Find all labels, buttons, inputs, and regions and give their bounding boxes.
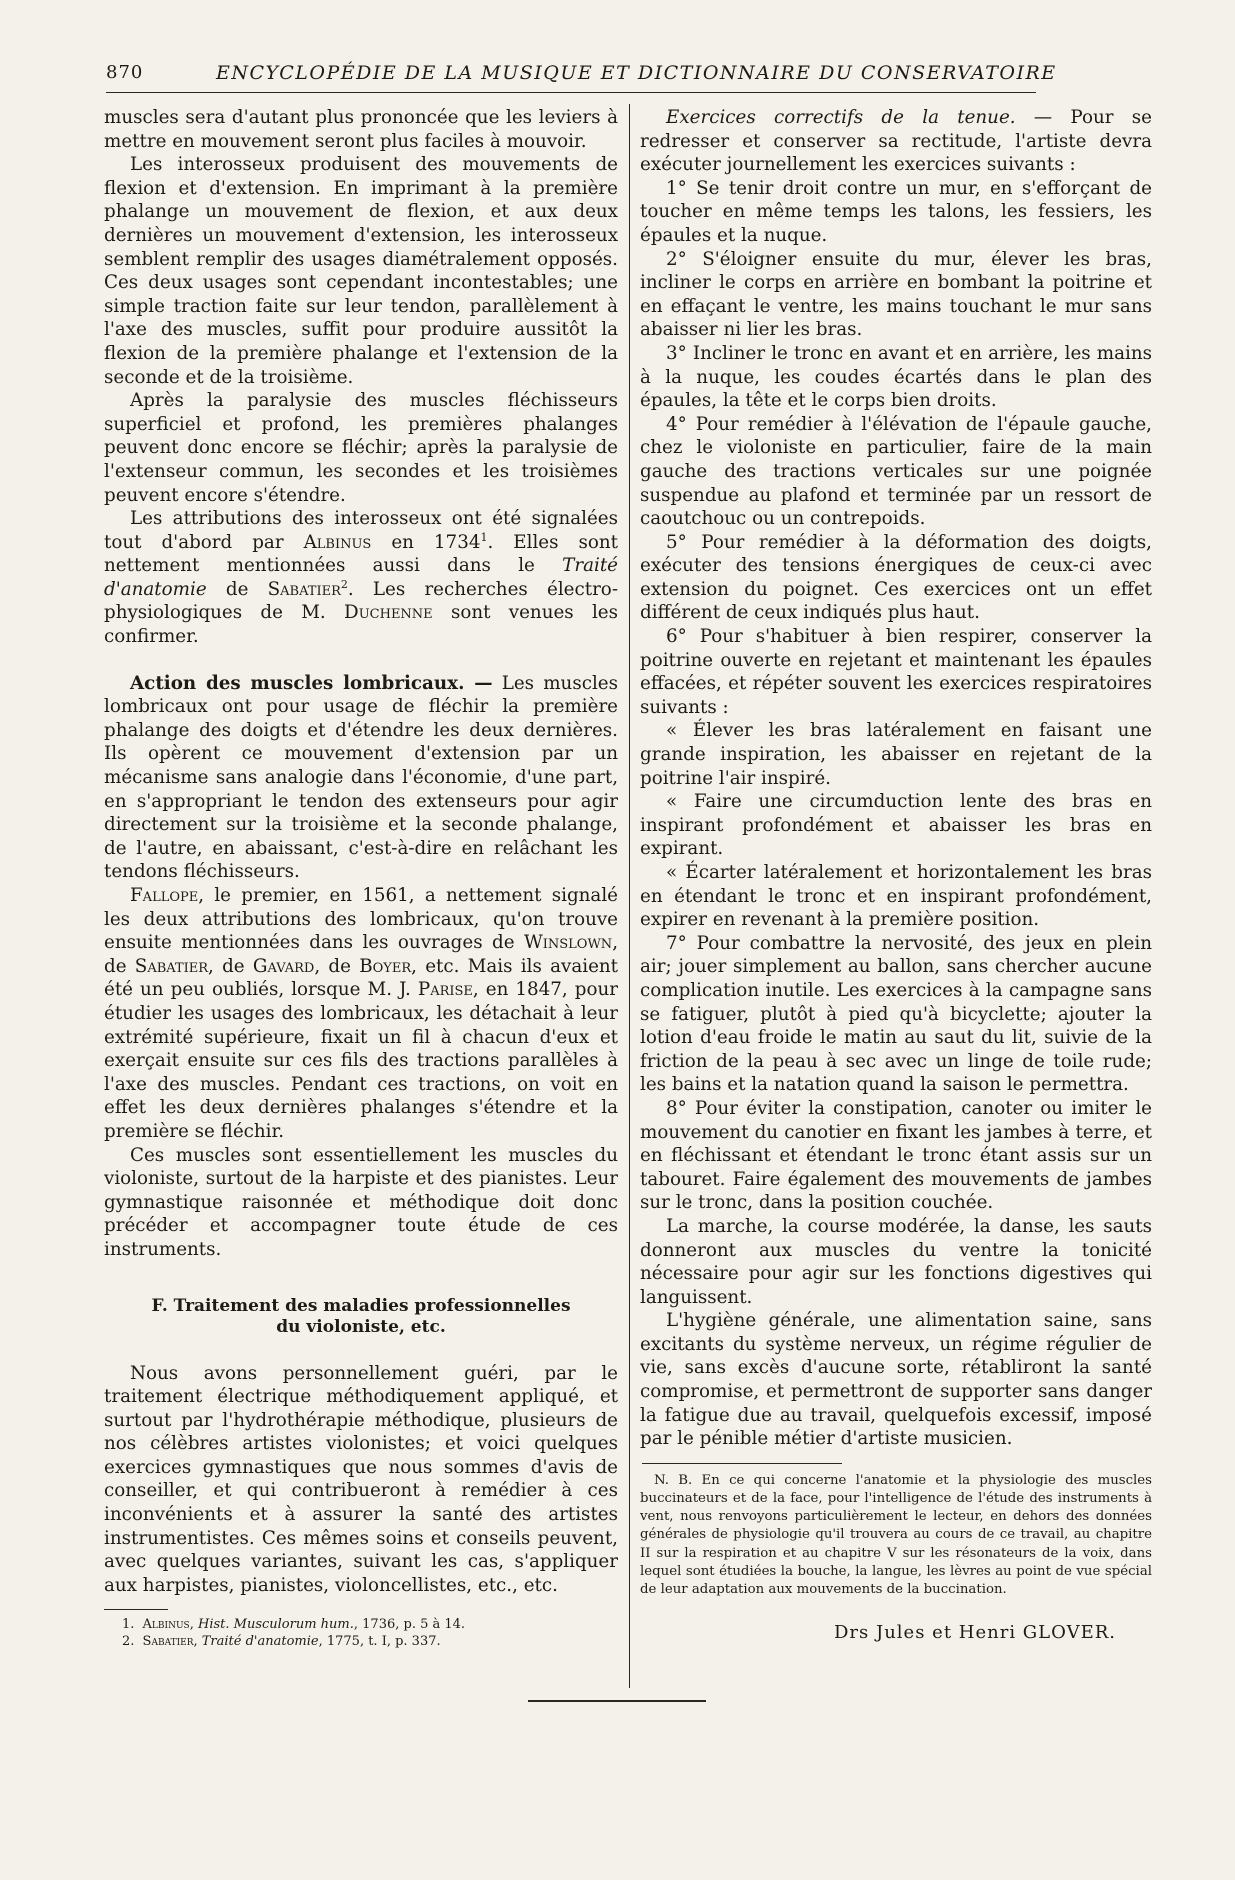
author-name: Duchenne [344, 602, 433, 624]
paragraph-paralysie: Après la paralysie des muscles fléchisseurs superficiel et profond, les premières phalanges peuvent donc encore se fléchir; après la paralysie de l'extenseur commun, les secondes et les troisièmes peuvent encore s'étendre. [104, 390, 618, 506]
exercise-item: 7° Pour combattre la nervosité, des jeux en plein air; jouer simplement au ballon, sans chercher aucune complication inutile. Les exercices à la campagne sans se fatiguer, plutôt à pied qu'à bicyclette; ajouter la lotion d'eau froide le matin au saut du lit, suivie de la friction de la peau à sec avec un linge de toile rude; les bains et la natation quand la saison le permettra. [640, 932, 1152, 1096]
paragraph-interosseux: Les interosseux produisent des mouvements de flexion et d'extension. En imprimant à la première phalange un mouvement de flexion, et aux deux dernières un mouvement d'extension, les interosseux semblent remplir des usages diamétralement opposés. Ces deux usages sont cependant incontestables; une simple traction faite sur leur tendon, parallèlement à l'axe des muscles, suffit pour produire aussitôt la flexion de la première phalange et l'extension de la seconde et de la troisième. [104, 154, 618, 388]
footnote-ref: 1 [480, 530, 488, 544]
paragraph-lombricaux: Action des muscles lombricaux. — Les muscles lombricaux ont pour usage de fléchir la première phalange des doigts et d'étendre les deux dernières. Ils opèrent ce mouvement d'extension par un mécanisme sans analogie dans l'économie, d'une part, en s'appropriant le tendon des extenseurs pour agir directement sur la troisième et la seconde phalange, de l'autre, en abaissant, c'est-à-dire en relâchant les tendons fléchisseurs. [104, 672, 619, 883]
nota-bene: N. B. En ce qui concerne l'anatomie et la physiologie des muscles buccinateurs et de la face, pour l'intelligence de l'étude des instruments à vent, nous renvoyons particulièrement le lecteur, en dehors des données générales de physiologie qu'il trouvera au cours de ce travail, au chapitre II sur la respiration et au chapitre V sur les résonateurs de la voix, dans lequel sont étudiées la bouche, la langue, les lèvres au point de vue spécial de leur adaptation aux mouvements de la buccination. [640, 1472, 1152, 1598]
paragraph-fallope: Fallope, le premier, en 1561, a nettement signalé les deux attributions des lombricaux, qu'on trouve ensuite mentionnées dans les ouvrages de Winslown, de Sabatier, de Gavard, de Boyer, etc. Mais ils avaient été un peu oubliés, lorsque M. J. Parise, en 1847, pour étudier les usages des lombricaux, les détachait à leur extrémité supérieure, fixait un fil à chacun d'eux et exerçait ensuite sur ces fils des tractions parallèles à l'axe des muscles. Pendant ces tractions, on voit en effet les deux dernières phalanges s'étendre et la première se fléchir. [104, 885, 619, 1142]
author-name: Winslown [523, 932, 613, 954]
paragraph-marche: La marche, la course modérée, la danse, les sauts donneront aux muscles du ventre la tonicité nécessaire pour agir sur les fonctions digestives qui languissent. [640, 1215, 1152, 1308]
footnote: 2. Sabatier, Traité d'anatomie, 1775, t. I, p. 337. [122, 1634, 441, 1650]
note-rule [642, 1463, 842, 1464]
paragraph-violoniste: Ces muscles sont essentiellement les muscles du violoniste, surtout de la harpiste et des pianistes. Leur gymnastique raisonnée et méthodique doit donc précéder et accompagner toute étude de ces instruments. [104, 1144, 618, 1260]
left-column [104, 106, 618, 1650]
author-name: Gavard [252, 955, 315, 977]
book-title: Traité d'anatomie [104, 555, 618, 600]
footnote-ref: 2 [340, 577, 348, 591]
paragraph-gap [104, 649, 618, 672]
author-name: Albinus [303, 531, 372, 553]
quoted-exercise: « Écarter latéralement et horizontalement les bras en étendant le tronc et en inspirant profondément, expirer en revenant à la première position. [640, 862, 1152, 931]
page-number: 870 [106, 62, 144, 83]
author-name: Fallope [130, 885, 199, 906]
exercise-item: 5° Pour remédier à la déformation des doigts, exécuter des tensions énergiques de ceux-ci avec extension du poignet. Ces exercices ont un effet différent de ceux indiqués plus haut. [640, 531, 1152, 624]
right-column [640, 106, 1152, 1645]
paragraph-attributions: Les attributions des interosseux ont été signalées tout d'abord par Albinus en 1734$^1$. Elles sont nettement mentionnées aussi dans le Traité d'anatomie de Sabatier$^2$. Les recherches électro-physiologiques de M. Duchenne sont venues les confirmer. [104, 508, 619, 648]
signature: Drs Jules et Henri GLOVER. [834, 1622, 1116, 1644]
bottom-rule [528, 1700, 706, 1702]
footnote: 1. Albinus, Hist. Musculorum hum., 1736, p. 5 à 14. [122, 1617, 466, 1633]
exercise-item: 6° Pour s'habituer à bien respirer, conserver la poitrine ouverte en rejetant et maintenant les épaules effacées, et répéter souvent les exercices respiratoires suivants : [640, 626, 1152, 718]
quoted-exercise: « Élever les bras latéralement en faisant une grande inspiration, les abaisser en rejetant de la poitrine l'air inspiré. [640, 720, 1152, 789]
paragraph-exercices-intro: Exercices correctifs de la tenue. — Pour se redresser et conserver sa rectitude, l'artiste devra exécuter journellement les exercices suivants : [640, 107, 1152, 176]
author-name: Sabatier [134, 955, 209, 977]
author-name: Sabatier [267, 578, 341, 600]
exercise-item: 1° Se tenir droit contre un mur, en s'efforçant de toucher en même temps les talons, les fessiers, les épaules et la nuque. [640, 177, 1152, 246]
quoted-exercise: « Faire une circumduction lente des bras en inspirant profondément et abaisser les bras en expirant. [640, 791, 1152, 860]
column-divider [629, 104, 630, 1688]
subsection-heading: Action des muscles lombricaux. — [130, 672, 493, 694]
paragraph-leviers: muscles sera d'autant plus prononcée que les leviers à mettre en mouvement seront plus faciles à mouvoir. [104, 107, 618, 152]
paragraph-traitement: Nous avons personnellement guéri, par le traitement électrique méthodiquement appliqué, et surtout par l'hydrothérapie méthodique, plusieurs de nos célèbres artistes violonistes; et voici quelques exercices gymnastiques que nous sommes d'avis de conseiller, et qui contribueront à remédier à ces inconvénients et à assurer la santé des artistes instrumentistes. Ces mêmes soins et conseils peuvent, avec quelques variantes, suivant les cas, s'appliquer aux harpistes, pianistes, violoncellistes, etc., etc. [104, 1362, 618, 1596]
exercise-item: 3° Incliner le tronc en avant et en arrière, les mains à la nuque, les coudes écartés dans le plan des épaules, la tête et le corps bien droits. [640, 342, 1152, 412]
header-rule [106, 92, 1036, 93]
author-name: Boyer [359, 955, 412, 977]
author-name: Parise [417, 979, 473, 1001]
page-header [106, 60, 1057, 90]
footnote-rule [104, 1609, 168, 1610]
paragraph-hygiene: L'hygiène générale, une alimentation saine, sans excitants du système nerveux, un régime régulier de vie, sans excès d'aucune sorte, rétabliront la santé compromise, et permettront de supporter sans danger la fatigue due au travail, quelquefois excessif, imposé par le pénible métier d'artiste musicien. [640, 1310, 1152, 1450]
exercise-item: 2° S'éloigner ensuite du mur, élever les bras, incliner le corps en arrière en bombant la poitrine et en effaçant le ventre, les mains touchant le mur sans abaisser ni lier les bras. [640, 248, 1152, 341]
subsection-heading: Exercices correctifs de la tenue. [666, 107, 1016, 128]
exercise-item: 8° Pour éviter la constipation, canoter ou imiter le mouvement du canotier en fixant les jambes à terre, et en fléchissant et étendant le tronc étant assis sur un tabouret. Faire également des mouvements de jambes sur le tronc, dans la position couchée. [640, 1097, 1152, 1214]
exercise-item: 4° Pour remédier à l'élévation de l'épaule gauche, chez le violoniste en particulier, faire de la main gauche des tractions verticales sur une poignée suspendue au plafond et terminée par un ressort de caoutchouc ou un contrepoids. [640, 413, 1152, 530]
running-title: ENCYCLOPÉDIE DE LA MUSIQUE ET DICTIONNAIRE DU CONSERVATOIRE [216, 62, 1057, 84]
section-title: F. Traitement des maladies professionnelles du violoniste, etc. [151, 1295, 571, 1337]
